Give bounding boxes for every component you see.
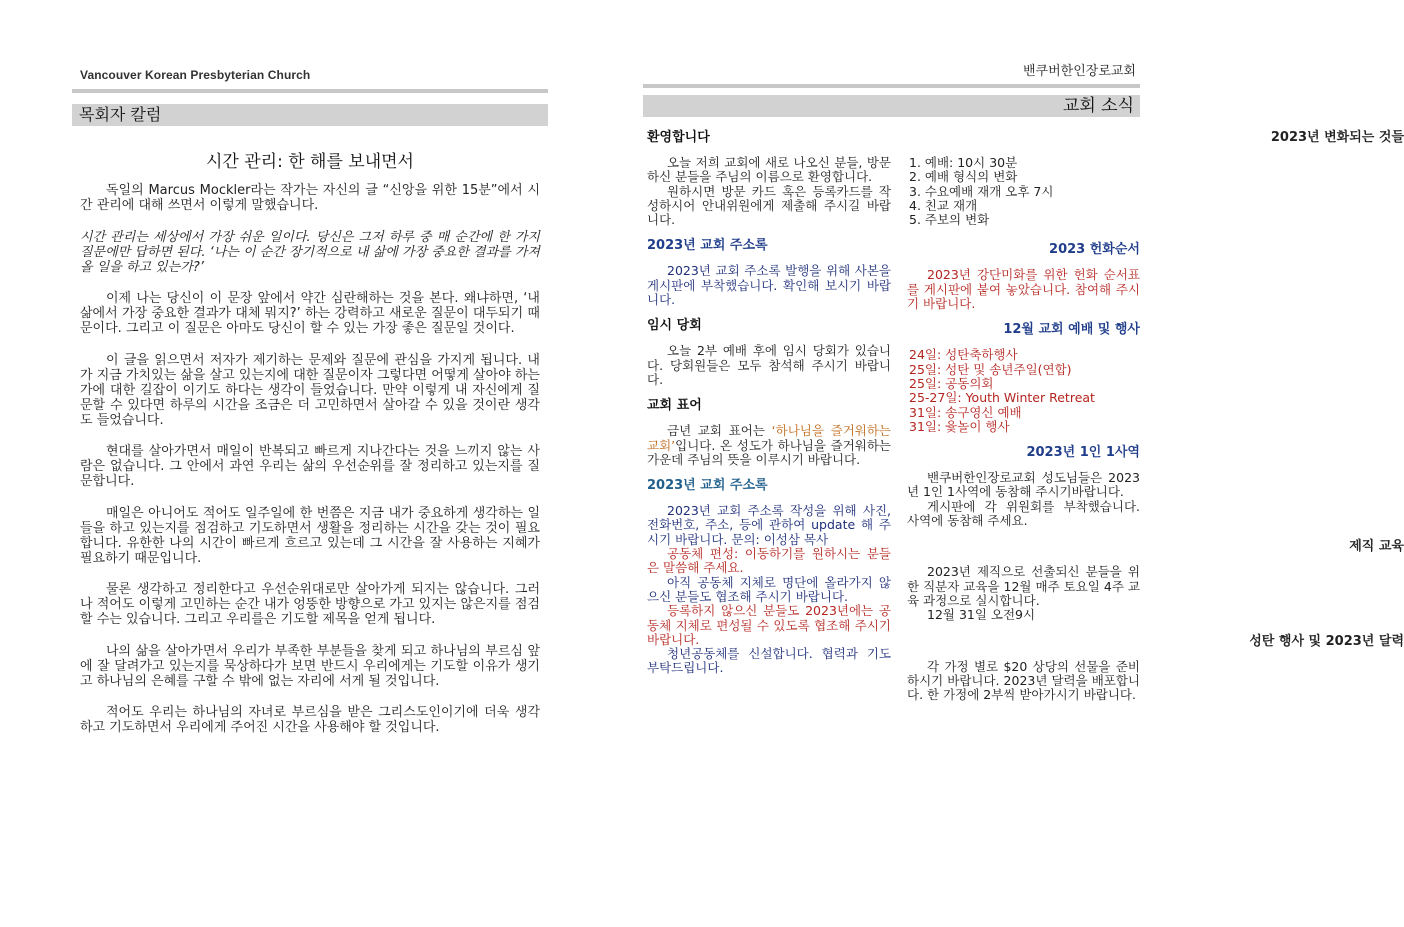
article-quote: 시간 관리는 세상에서 가장 쉬운 일이다. 당신은 그저 하루 중 매 순간에 한 가지 질문에만 답하면 된다. ‘나는 이 순간 장기적으로 내 삶에 가장 중요한 결과를 가져올 일을 하고 있는가?’ [80, 229, 540, 275]
community-group-text-3: 등록하지 않으신 분들도 2023년에는 공동체 지체로 편성될 수 있도록 협조해 주시기 바랍니다. [647, 603, 891, 647]
december-events-heading: 12월 교회 예배 및 행사 [1003, 322, 1140, 338]
welcome-text: 오늘 저희 교회에 새로 나오신 분들, 방문하신 분들을 주님의 이름으로 환영합니다. [647, 155, 891, 185]
ministry-text-2: 게시판에 각 위원회를 부착했습니다. 사역에 동참해 주세요. [907, 498, 1140, 529]
directory-text: 2023년 교회 주소록 발행을 위해 사본을 게시판에 부착했습니다. 확인해 보시기 바랍니다. [647, 263, 891, 308]
community-group-text-2: 아직 공동체 지체로 명단에 올라가지 않으신 분들도 협조해 주시기 바랍니다. [647, 574, 891, 604]
welcome-text-2: 원하시면 방문 카드 혹은 등록카드를 작성하시어 안내위원에게 제출해 주시길 바랍니다. [647, 183, 891, 228]
article-paragraph: 물론 생각하고 정리한다고 우선순위대로만 살아가게 되지는 않습니다. 그러나 적어도 이렇게 고민하는 순간 내가 엉뚱한 방향으로 가고 있지는 않은지를 점검할 수는 있습니다. 그리고 우리를은 기도할 제목을 얻게 됩니다. [80, 582, 540, 627]
section-band-pastor-column: 목회자 칼럼 [72, 104, 548, 126]
directory-update-heading: 2023년 교회 주소록 [647, 478, 768, 494]
officer-training-text: 2023년 제직으로 선출되신 분들을 위한 직분자 교육을 12월 매주 토요일 4주 교육 과정으로 실시합니다. [907, 564, 1140, 608]
header-rule [643, 84, 1140, 88]
list-item: 31일: 윷놀이 행사 [909, 418, 1010, 434]
officer-training-heading: 제직 교육 [1349, 539, 1404, 555]
changes-heading: 2023년 변화되는 것들 [1270, 130, 1404, 145]
list-item: 5. 주보의 변화 [909, 212, 990, 228]
church-name-korean: 밴쿠버한인장로교회 [1022, 64, 1136, 79]
offering-heading: 2023 헌화순서 [1049, 242, 1140, 258]
session-meeting-heading: 임시 당회 [647, 318, 702, 334]
welcome-heading: 환영합니다 [647, 130, 710, 145]
article-paragraph: 매일은 아니어도 적어도 일주일에 한 번쯤은 지금 내가 중요하게 생각하는 일들을 하고 있는지를 점검하고 기도하면서 생활을 정리하는 시간을 갖는 것이 필요합니다. 유한한 나의 시간이 빠르게 흐르고 있는데 그 시간을 잘 사용하는 지혜가 필요하기 때문입니다. [80, 505, 540, 566]
christmas-calendar-text: 각 가정 별로 $20 상당의 선물을 준비하시기 바랍니다. 2023년 달력을 배포합니다. 한 가정에 2부씩 받아가시기 바랍니다. [907, 658, 1140, 703]
list-item: 3. 수요예배 재개 오후 7시 [909, 183, 1054, 199]
list-item: 1. 예배: 10시 30분 [909, 155, 1018, 170]
session-meeting-text: 오늘 2부 예배 후에 임시 당회가 있습니다. 당회원들은 모두 참석해 주시기 바랍니다. [647, 343, 891, 387]
december-events-list [907, 348, 1140, 434]
list-item: 31일: 송구영신 예배 [909, 404, 1022, 420]
list-item: 25일: 공동의회 [909, 375, 994, 391]
news-column-right [907, 130, 1404, 703]
article-paragraph: 현대를 살아가면서 매일이 반복되고 빠르게 지나간다는 것을 느끼지 않는 사람은 없습니다. 그 안에서 과연 우리는 삶의 우선순위를 잘 정리하고 있는지를 질문합니다. [80, 444, 540, 489]
ministry-heading: 2023년 1인 1사역 [1026, 445, 1140, 461]
left-page [72, 0, 548, 927]
directory-heading: 2023년 교회 주소록 [647, 238, 768, 254]
list-item: 2. 예배 형식의 변화 [909, 169, 1018, 185]
motto-highlight: ‘하나님을 즐거워하는 교회’ [647, 423, 891, 453]
christmas-calendar-heading: 성탄 행사 및 2023년 달력 [1249, 633, 1404, 649]
church-name-english: Vancouver Korean Presbyterian Church [80, 68, 311, 82]
article-paragraph: 나의 삶을 살아가면서 우리가 부족한 부분들을 찾게 되고 하나님의 부르심 앞에 잘 달려가고 있는지를 묵상하다가 보면 반드시 우리에게는 기도할 이유가 생기고 하나님의 은혜를 구할 수 밖에 없는 자리에 서게 될 것입니다. [80, 643, 540, 689]
article-paragraph: 이 글을 읽으면서 저자가 제기하는 문제와 질문에 관심을 가지게 됩니다. 내가 지금 가치있는 삶을 살고 있는지에 대한 질문이자 그렇다면 어떻게 살아야 하는가에 대한 길잡이 이기도 하다는 생각이 들었습니다. 만약 이렇게 내 자신에게 질문할 수 있다면 하루의 시간을 조금은 더 고민하면서 살아갈 수 있을 것이란 생각도 들었습니다. [80, 352, 540, 428]
section-band-church-news: 교회 소식 [643, 95, 1140, 117]
column-title: 시간 관리: 한 해를 보내면서 [206, 152, 414, 172]
church-motto-heading: 교회 표어 [647, 398, 702, 414]
header-rule [72, 89, 548, 93]
ministry-text: 밴쿠버한인장로교회 성도님들은 2023년 1인 1사역에 동참해 주시기바랍니다. [907, 470, 1140, 500]
changes-list [907, 156, 1140, 227]
church-motto-text: 금년 교회 표어는 ‘하나님을 즐거워하는 교회’입니다. 온 성도가 하나님을 즐거워하는 가운데 주님의 뜻을 이루시기 바랍니다. [647, 423, 891, 467]
officer-training-time: 12월 31일 오전9시 [927, 607, 1036, 623]
young-adult-text: 청년공동체를 신설합니다. 협력과 기도 부탁드립니다. [647, 646, 891, 676]
right-page [643, 0, 1404, 927]
list-item: 24일: 성탄축하행사 [909, 347, 1018, 363]
list-item: 25-27일: Youth Winter Retreat [909, 390, 1095, 406]
article-paragraph: 독일의 Marcus Mockler라는 작가는 자신의 글 “신앙을 위한 15분”에서 시간 관리에 대해 쓰면서 이렇게 말했습니다. [80, 183, 540, 213]
community-group-text: 공동체 편성: 이동하기를 원하시는 분들은 말씀해 주세요. [647, 546, 891, 576]
column-article [80, 183, 540, 752]
news-column-left [647, 130, 891, 676]
article-paragraph: 이제 나는 당신이 이 문장 앞에서 약간 심란해하는 것을 본다. 왜냐하면, ‘내 삶에서 가장 중요한 결과가 대체 뭐지?’ 하는 강력하고 새로운 질문이 대두되기 때문이다. 그리고 이 질문은 아마도 당신이 할 수 있는 가장 좋은 질문일 것이다. [80, 291, 540, 336]
list-item: 4. 친교 재개 [909, 197, 978, 213]
list-item: 25일: 성탄 및 송년주일(연합) [909, 361, 1072, 377]
directory-update-text: 2023년 교회 주소록 작성을 위해 사진, 전화번호, 주소, 등에 관하여 update 해 주시기 바랍니다. 문의: 이성삼 목사 [647, 503, 891, 547]
article-paragraph: 적어도 우리는 하나님의 자녀로 부르심을 받은 그리스도인이기에 더욱 생각하고 기도하면서 우리에게 주어진 시간을 사용해야 할 것입니다. [80, 705, 540, 735]
offering-text: 2023년 강단미화를 위한 헌화 순서표를 게시판에 붙여 놓았습니다. 참여해 주시기 바랍니다. [907, 267, 1140, 312]
